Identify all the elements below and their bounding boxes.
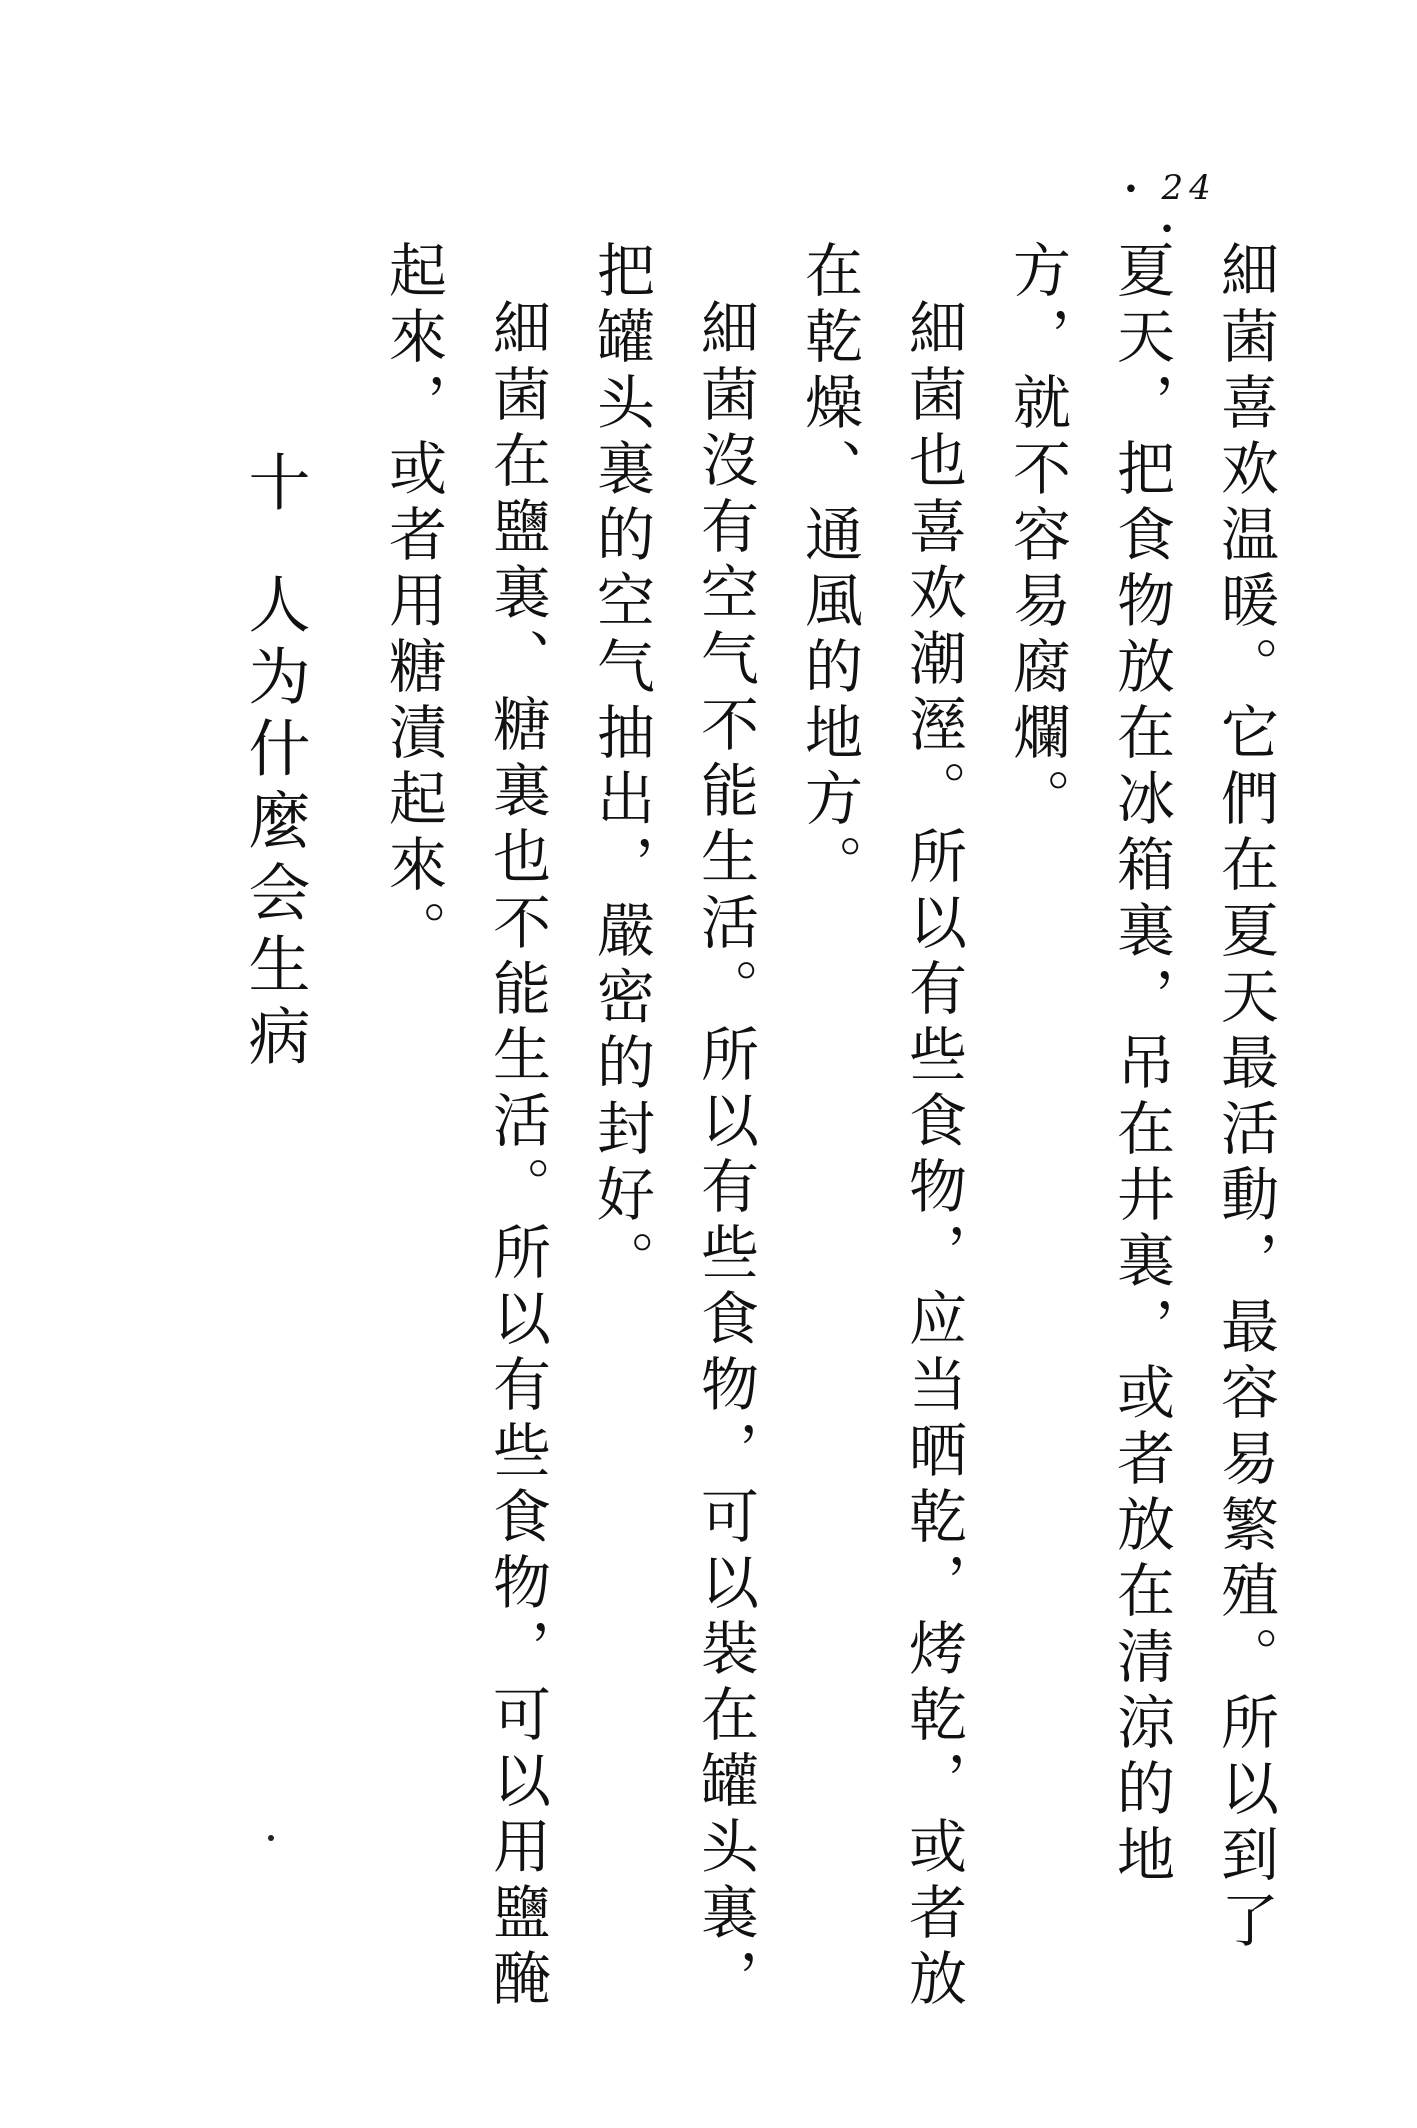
- page-number-dot-right: •: [1159, 215, 1181, 245]
- section-title: 人为什麼会生病: [238, 572, 311, 1076]
- paragraph-moisture: 細菌也喜欢潮溼。所以有些食物，应当晒乾，烤乾，或者放在乾燥、通風的地方。: [795, 240, 967, 2014]
- section-number: 十: [238, 450, 311, 522]
- paragraph-air: 細菌沒有空气不能生活。所以有些食物，可以裝在罐头裏，把罐头裏的空气抽出，嚴密的封好。: [587, 240, 759, 2014]
- body-text: [361, 240, 1297, 2020]
- page-number-value: 24: [1161, 168, 1217, 208]
- page-number: [1105, 168, 1235, 248]
- ink-speck: [268, 1835, 274, 1841]
- paragraph-warmth: 細菌喜欢温暖。它們在夏天最活動，最容易繁殖。所以到了夏天，把食物放在冰箱裏，吊在井裏，或者放在清涼的地方，就不容易腐爛。: [1003, 240, 1279, 1956]
- page-number-dot-left: •: [1123, 175, 1145, 205]
- paragraph-salt-sugar: 細菌在鹽裏、糖裏也不能生活。所以有些食物，可以用鹽醃起來，或者用糖漬起來。: [379, 240, 551, 2014]
- section-heading: [230, 450, 319, 1076]
